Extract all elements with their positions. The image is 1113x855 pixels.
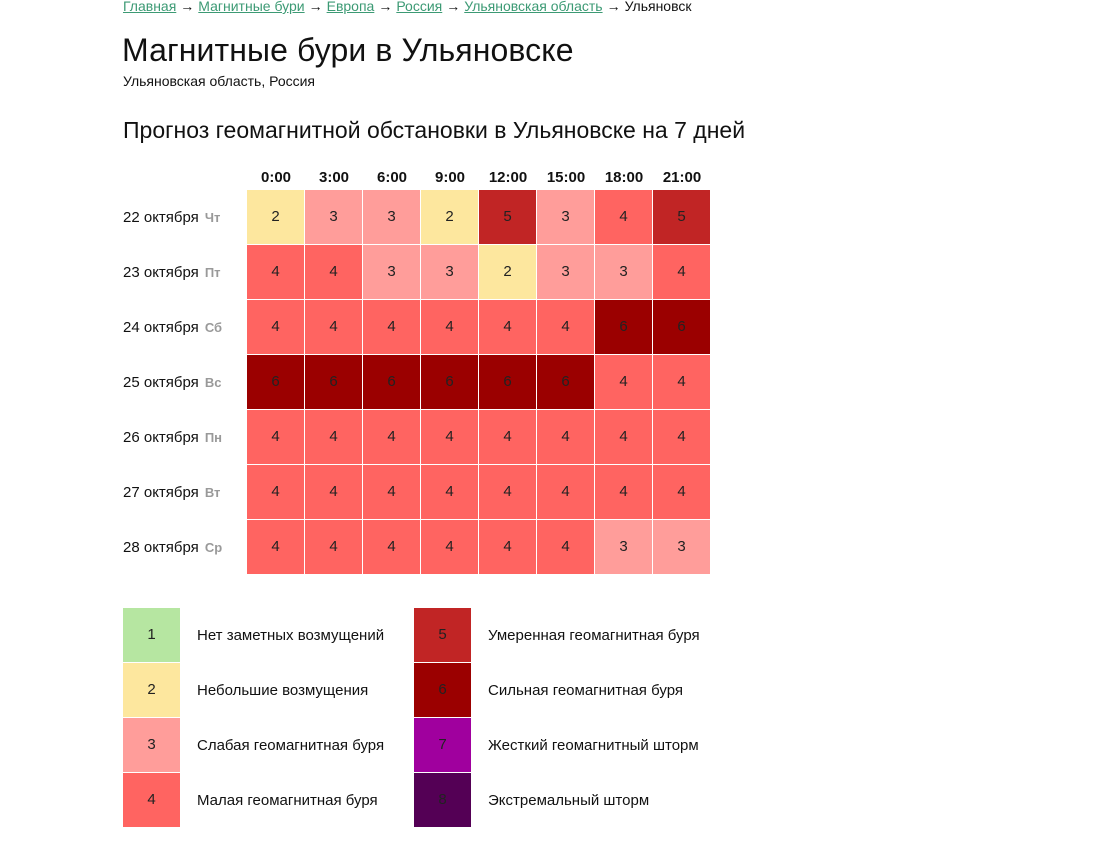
- hour-header-row: [247, 165, 711, 190]
- legend-label: Малая геомагнитная буря: [197, 792, 378, 809]
- legend-label: Жесткий геомагнитный шторм: [488, 737, 699, 754]
- weekday-text: Пт: [204, 265, 221, 280]
- legend-item: [123, 608, 384, 663]
- kp-cell: 4: [247, 465, 304, 519]
- weekday-text: Ср: [204, 540, 223, 555]
- kp-cell: 3: [595, 245, 652, 299]
- kp-cell: 3: [421, 245, 478, 299]
- kp-cell: 4: [305, 465, 362, 519]
- day-row: [123, 355, 711, 410]
- legend-item: [414, 718, 700, 773]
- kp-cell: 6: [305, 355, 362, 409]
- weekday-text: Сб: [204, 320, 223, 335]
- day-label: [123, 245, 247, 300]
- weekday-text: Пн: [204, 430, 223, 445]
- kp-cell: 4: [305, 520, 362, 574]
- kp-cell: 4: [595, 410, 652, 464]
- date-text: 28 октября: [123, 539, 199, 556]
- breadcrumb-link-home[interactable]: Главная: [123, 0, 177, 14]
- day-row: [123, 245, 711, 300]
- kp-cell: 6: [595, 300, 652, 354]
- legend-item: [123, 718, 384, 773]
- legend-label: Небольшие возмущения: [197, 682, 369, 699]
- day-row: [123, 410, 711, 465]
- kp-cell: 4: [363, 465, 420, 519]
- kp-cell: 4: [479, 410, 536, 464]
- weekday-text: Вт: [204, 485, 221, 500]
- legend-column-right: [414, 608, 700, 828]
- day-label: [123, 520, 247, 575]
- kp-cell: 4: [595, 190, 652, 244]
- breadcrumb-link-ulyanovsk-region[interactable]: Ульяновская область: [464, 0, 603, 14]
- date-text: 26 октября: [123, 429, 199, 446]
- kp-cell: 4: [305, 410, 362, 464]
- legend-label: Умеренная геомагнитная буря: [488, 627, 700, 644]
- kp-cell: 4: [537, 410, 594, 464]
- kp-cell: 2: [479, 245, 536, 299]
- hour-header: 15:00: [546, 169, 586, 186]
- kp-cell: 4: [479, 300, 536, 354]
- day-label: [123, 465, 247, 520]
- kp-cell: 4: [479, 465, 536, 519]
- breadcrumb-separator: →: [378, 0, 393, 14]
- day-label: [123, 300, 247, 355]
- kp-cell: 5: [479, 190, 536, 244]
- breadcrumb-current: Ульяновск: [624, 0, 692, 14]
- kp-cell: 4: [479, 520, 536, 574]
- kp-cell: 4: [653, 410, 710, 464]
- hour-header: 6:00: [376, 169, 408, 186]
- legend-label: Сильная геомагнитная буря: [488, 682, 683, 699]
- breadcrumb-separator: →: [180, 0, 195, 14]
- legend-swatch: 8: [414, 773, 471, 827]
- hour-header: 18:00: [604, 169, 644, 186]
- kp-cell: 3: [595, 520, 652, 574]
- breadcrumb-separator: →: [446, 0, 461, 14]
- day-label: [123, 355, 247, 410]
- legend-item: [414, 773, 700, 828]
- kp-cell: 4: [247, 410, 304, 464]
- breadcrumb-separator: →: [308, 0, 323, 14]
- kp-cell: 3: [363, 190, 420, 244]
- legend-swatch: 5: [414, 608, 471, 662]
- hour-header: 12:00: [488, 169, 528, 186]
- kp-cell: 3: [363, 245, 420, 299]
- kp-cell: 4: [653, 355, 710, 409]
- legend-swatch: 6: [414, 663, 471, 717]
- hour-header: 21:00: [662, 169, 702, 186]
- day-row: [123, 465, 711, 520]
- kp-cell: 4: [247, 300, 304, 354]
- hour-header: 0:00: [260, 169, 292, 186]
- kp-cell: 4: [537, 465, 594, 519]
- legend-swatch: 7: [414, 718, 471, 772]
- kp-cell: 4: [421, 300, 478, 354]
- kp-cell: 4: [653, 245, 710, 299]
- kp-cell: 4: [247, 245, 304, 299]
- kp-cell: 4: [247, 520, 304, 574]
- breadcrumb-separator: →: [606, 0, 621, 14]
- breadcrumb: [123, 0, 692, 15]
- page-title: Магнитные бури в Ульяновске: [122, 32, 574, 68]
- legend-item: [123, 663, 384, 718]
- date-text: 27 октября: [123, 484, 199, 501]
- breadcrumb-link-magnetic-storms[interactable]: Магнитные бури: [198, 0, 305, 14]
- legend-item: [414, 608, 700, 663]
- kp-cell: 4: [595, 465, 652, 519]
- forecast-title: Прогноз геомагнитной обстановки в Ульяновске на 7 дней: [123, 117, 746, 143]
- legend-swatch: 2: [123, 663, 180, 717]
- legend-label: Нет заметных возмущений: [197, 627, 385, 644]
- kp-cell: 6: [247, 355, 304, 409]
- day-label: [123, 190, 247, 245]
- kp-cell: 4: [537, 520, 594, 574]
- legend-swatch: 3: [123, 718, 180, 772]
- kp-cell: 2: [421, 190, 478, 244]
- day-row: [123, 300, 711, 355]
- kp-cell: 4: [421, 410, 478, 464]
- kp-cell: 4: [595, 355, 652, 409]
- weekday-text: Вс: [204, 375, 222, 390]
- date-text: 23 октября: [123, 264, 199, 281]
- legend-label: Экстремальный шторм: [488, 792, 650, 809]
- region-subtitle: Ульяновская область, Россия: [123, 73, 316, 89]
- legend-column-left: [123, 608, 384, 828]
- kp-cell: 6: [653, 300, 710, 354]
- kp-cell: 4: [363, 520, 420, 574]
- kp-cell: 4: [421, 520, 478, 574]
- kp-cell: 3: [305, 190, 362, 244]
- date-text: 25 октября: [123, 374, 199, 391]
- weekday-text: Чт: [204, 210, 221, 225]
- kp-cell: 4: [421, 465, 478, 519]
- hour-header: 3:00: [318, 169, 350, 186]
- day-row: [123, 190, 711, 245]
- hour-header: 9:00: [434, 169, 466, 186]
- date-text: 22 октября: [123, 209, 199, 226]
- legend-swatch: 4: [123, 773, 180, 827]
- kp-cell: 2: [247, 190, 304, 244]
- legend-swatch: 1: [123, 608, 180, 662]
- kp-cell: 6: [421, 355, 478, 409]
- kp-cell: 5: [653, 190, 710, 244]
- kp-cell: 3: [537, 190, 594, 244]
- kp-cell: 4: [537, 300, 594, 354]
- kp-cell: 4: [305, 300, 362, 354]
- kp-cell: 6: [537, 355, 594, 409]
- kp-cell: 4: [363, 300, 420, 354]
- kp-cell: 3: [537, 245, 594, 299]
- kp-cell: 3: [653, 520, 710, 574]
- legend-item: [414, 663, 700, 718]
- kp-cell: 4: [653, 465, 710, 519]
- legend-item: [123, 773, 384, 828]
- breadcrumb-link-europe[interactable]: Европа: [326, 0, 375, 14]
- kp-cell: 4: [305, 245, 362, 299]
- kp-cell: 6: [479, 355, 536, 409]
- kp-cell: 4: [363, 410, 420, 464]
- kp-cell: 6: [363, 355, 420, 409]
- legend-label: Слабая геомагнитная буря: [197, 737, 385, 754]
- date-text: 24 октября: [123, 319, 199, 336]
- day-row: [123, 520, 711, 575]
- breadcrumb-link-russia[interactable]: Россия: [396, 0, 443, 14]
- day-label: [123, 410, 247, 465]
